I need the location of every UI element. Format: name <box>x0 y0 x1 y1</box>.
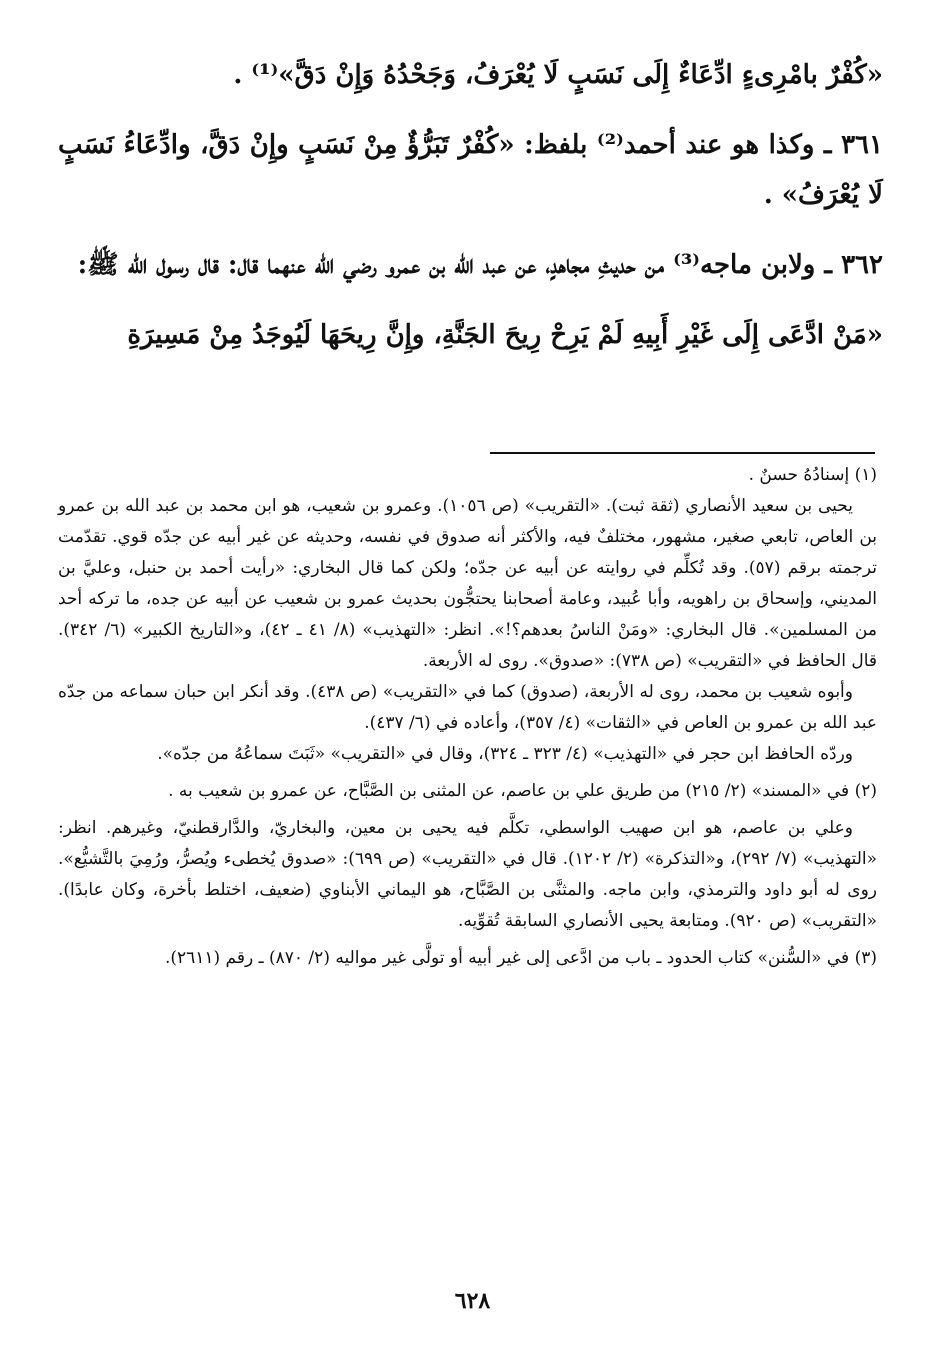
hadith-361: ٣٦١ ـ وكذا هو عند أحمد⁽²⁾ بلفظ: «كُفْرٌ تَبَرُّؤٌ مِنْ نَسَبٍ وإِنْ دَقَّ، وادِّعَاءُ نَسَبٍ لَا يُعْرَفُ» . <box>58 130 883 210</box>
footnote-2-detail: وعلي بن عاصم، هو ابن صهيب الواسطي، تكلَّم فيه يحيى بن معين، والبخاريّ، والدَّارقطنيّ، وغيرهم. انظر: «التهذيب» (٧/ ٢٩٢)، و«التذكرة» (٢/ ١٢٠٢). قال في «التقريب» (ص ٦٩٩): «صدوق يُخطىء ويُصرُّ، ورُمِيَ بالتَّشيُّع». روى له أبو داود والترمذي، وابن ماجه. والمثنَّى بن الصَّبَّاح، هو اليماني الأبناوي (ضعيف، اختلط بأخرة، وكان عابدًا). «التقريب» (ص ٩٢٠). ومتابعة يحيى الأنصاري السابقة تُقوِّيه. <box>58 818 877 931</box>
footnote-1-detail: يحيى بن سعيد الأنصاري (ثقة ثبت). «التقريب» (ص ١٠٥٦). وعمرو بن شعيب، هو ابن محمد بن عبد الله بن عمرو بن العاص، تابعي صغير، مشهور، مختلفٌ فيه، والأكثر أنه صدوق في نفسه، وحديثه عن غير أبيه عن جدّه قوي. تقدّمت ترجمته برقم (٥٧). وقد تُكلِّم في روايته عن أبيه عن جدّه؛ ولكن كما قال البخاري: «رأيت أحمد بن حنبل، وعليَّ بن المديني، وإسحاق بن راهويه، وأبا عُبيد، وعامة أصحابنا يحتجُّون بحديث عمرو بن شعيب عن أبيه عن جده، ما تركه أحد من المسلمين». قال البخاري: «ومَنْ الناسُ بعدهم؟!». انظر: «التهذيب» (٨/ ٤١ ـ ٤٢)، و«التاريخ الكبير» (٦/ ٣٤٢). قال الحافظ في «التقريب» (ص ٧٣٨): «صدوق». روى له الأربعة. <box>58 496 878 671</box>
hadith-text-4: «مَنْ ادَّعَى إِلَى غَيْرِ أَبِيهِ لَمْ يَرِحْ رِيحَ الجَنَّةِ، وإِنَّ رِيحَهَا لَيُوجَدُ مِنْ مَسِيرَةِ <box>127 320 883 350</box>
main-text <box>58 50 883 360</box>
footnote-3: (٣) في «السُّنن» كتاب الحدود ـ باب من ادَّعى إلى غير أبيه أو تولَّى غير مواليه (٢/ ٨٧٠) ـ رقم (٢٦١١). <box>164 948 877 968</box>
footnotes <box>58 460 877 974</box>
footnote-2: (٢) في «المسند» (٢/ ٢١٥) من طريق علي بن عاصم، عن المثنى بن الصَّبَّاح، عن عمرو بن شعيب به . <box>168 781 877 801</box>
hadith-text-1: «كُفْرٌ بامْرِىءٍ ادِّعَاءٌ إِلَى نَسَبٍ لَا يُعْرَفُ، وَجَحْدُهُ وَإِنْ دَقَّ»⁽¹⁾ . <box>233 60 883 90</box>
footnote-1-detail-3: وردّه الحافظ ابن حجر في «التهذيب» (٤/ ٣٢٣ ـ ٣٢٤)، وقال في «التقريب» «ثَبَتَ سماعُهُ من جدّه». <box>157 744 853 764</box>
footnote-divider <box>490 452 875 454</box>
page-number: ٦٢٨ <box>454 1288 491 1314</box>
hadith-362: ٣٦٢ ـ ولابن ماجه⁽³⁾ من حديثِ مجاهدٍ، عن عبد الله بن عمرو رضي الله عنهما قال: قال رسول الله ﷺ: <box>77 250 883 280</box>
footnote-1: (١) إسنادُهُ حسنٌ . <box>748 465 877 485</box>
footnote-1-detail-2: وأبوه شعيب بن محمد، روى له الأربعة، (صدوق) كما في «التقريب» (ص ٤٣٨). وقد أنكر ابن حبان سماعه من جدّه عبد الله بن عمرو بن العاص في «الثقات» (٤/ ٣٥٧)، وأعاده في (٦/ ٤٣٧). <box>58 682 877 733</box>
